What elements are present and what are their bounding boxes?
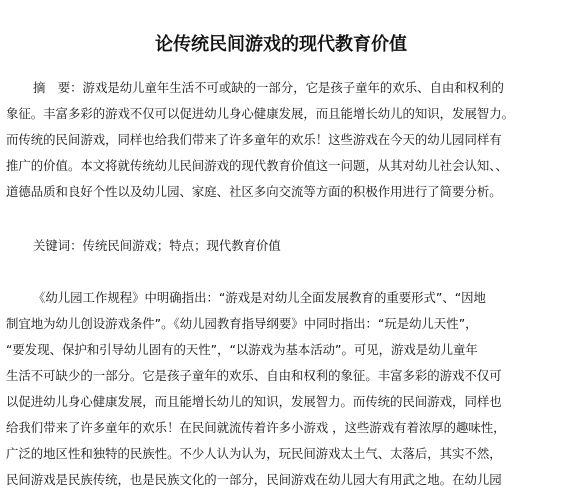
body-line: 生活不可缺少的一部分。它是孩子童年的欢乐、自由和权利的象征。丰富多彩的游戏不仅可 bbox=[6, 368, 502, 383]
body-line: 以促进幼儿身心健康发展，而且能增长幼儿的知识，发展智力。而传统的民间游戏，同样也 bbox=[6, 394, 502, 409]
abstract-line: 道德品质和良好个性以及幼儿园、家庭、社区多向交流等方面的积极作用进行了简要分析。 bbox=[6, 184, 502, 199]
abstract-line: 推广的价值。本文将就传统幼儿民间游戏的现代教育价值这一问题，从其对幼儿社会认知、、 bbox=[6, 158, 508, 173]
body-line: 广泛的地区性和独特的民族性。不少人认为认为，玩民间游戏太土气、太落后，其实不然， bbox=[6, 446, 502, 461]
keywords-line: 关键词：传统民间游戏；特点；现代教育价值 bbox=[33, 238, 281, 253]
body-line: 给我们带来了许多童年的欢乐！在民间就流传着许多小游戏 ，这些游戏有着浓厚的趣味性， bbox=[6, 420, 506, 435]
body-line: 《幼儿园工作规程》中明确指出：“游戏是对幼儿全面发展教育的重要形式”、“因地 bbox=[33, 290, 486, 305]
abstract-line: 摘 要：游戏是幼儿童年生活不可或缺的一部分，它是孩子童年的欢乐、自由和权利的 bbox=[33, 80, 504, 95]
abstract-line: 而传统的民间游戏，同样也给我们带来了许多童年的欢乐！这些游戏在今天的幼儿园同样有 bbox=[6, 132, 502, 147]
abstract-line: 象征。丰富多彩的游戏不仅可以促进幼儿身心健康发展，而且能增长幼儿的知识，发展智力。 bbox=[6, 106, 515, 121]
body-line: “要发现、保护和引导幼儿固有的天性”，“以游戏为基本活动”。可见，游戏是幼儿童年 bbox=[6, 342, 478, 357]
document-title: 论传统民间游戏的现代教育价值 bbox=[155, 34, 407, 55]
body-line: 民间游戏是民族传统，也是民族文化的一部分，民间游戏在幼儿园大有用武之地。在幼儿园 bbox=[6, 472, 502, 487]
body-line: 制宜地为幼儿创设游戏条件”。《幼儿园教育指导纲要》中同时指出：“玩是幼儿天性”， bbox=[6, 316, 478, 331]
